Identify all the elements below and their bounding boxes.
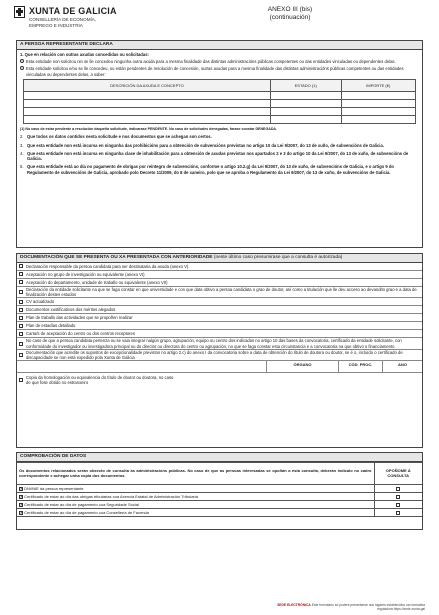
checkbox[interactable] xyxy=(19,342,23,346)
list-item[interactable]: CV actualizado xyxy=(17,298,422,306)
list-item[interactable]: Documentos xustificativos dos méritos alegados xyxy=(17,306,422,314)
documentation-section xyxy=(16,253,423,448)
table-row[interactable] xyxy=(24,91,416,99)
table-row: ✕ Certificado de estar ao día das obrigas tributarias coa Axencia Estatal de Administración Tributaria xyxy=(17,492,422,500)
declaration-item: 2. Que todos os datos contidos nesta solicitude e nos documentos que se achegan son certos. xyxy=(20,134,212,140)
list-item[interactable]: Plan de traballo das actividades que se propoñen realizar xyxy=(17,314,422,322)
col-state: ESTADO (1) xyxy=(270,79,341,91)
list-item[interactable]: Copia da homologación ou equivalencia do título de doutor ou doutora, no caso de que fose obtido no estranxeiro xyxy=(17,373,422,387)
aids-table xyxy=(23,79,416,124)
checkbox[interactable] xyxy=(19,324,23,328)
oppose-checkbox[interactable] xyxy=(396,495,400,499)
col-proc-code: CÓD. PROC. xyxy=(338,361,382,372)
checkbox[interactable] xyxy=(19,316,23,320)
declaration-item: 3. Que esta entidade non está incursa en ningunha das prohibicións para a obtención de subvencións previstas no artigo 10 da Lei 9/2007, do 13 de xuño, de subvencións de Galicia. xyxy=(20,142,384,148)
checkbox[interactable] xyxy=(19,332,23,336)
list-item[interactable]: Declaración da entidade solicitante na que se faga constar en que universidade e con que data obtivo a persoa candidata o grao de doutor, así como a titulación que lle deu acceso ao devandito grao e a data de finalización destes estudos xyxy=(17,287,422,299)
list-item[interactable]: Carta/s de aceptación do centro ou dos centros receptores xyxy=(17,330,422,338)
list-item[interactable]: Aceptación no grupo de investigación ou equivalente (anexo VI) xyxy=(17,271,422,279)
checkbox[interactable] xyxy=(19,353,23,357)
marked-checkbox[interactable]: ✕ xyxy=(20,502,24,507)
data-check-section xyxy=(16,452,423,530)
declaration-section xyxy=(16,40,423,248)
document-list xyxy=(17,263,422,362)
col-organ: ÓRGANO xyxy=(266,361,338,372)
table-row: ✕ Certificado de estar ao día de pagamento coa Seguridade Social xyxy=(17,500,422,508)
col-year: ANO xyxy=(382,361,422,372)
annex-title: ANEXO III (bis) xyxy=(267,6,313,13)
marked-checkbox[interactable]: ✕ xyxy=(20,494,24,499)
col-description: DESCRICIÓN DA AXUDA E CONCEPTO xyxy=(24,79,271,91)
header xyxy=(14,6,425,40)
declaration-item: 5. Que esta entidade está ao día no pagamento de obrigas por reintegro de subvencións, conforme o artigo 10.2.g) da Lei 9/2007, do 13 de xuño, de subvencións de Galicia, e o artigo 9 do Regulamento de subvencións de Galicia, aprobado polo Decreto 11/2009, do 8 de xaneiro, polo que se aproba o Regulamento da Lei 9/2007, do 13 de xuño, de subvencións de Galicia. xyxy=(20,164,394,175)
list-item[interactable]: Plan de estadías detallado xyxy=(17,322,422,330)
footer: SEDE ELECTRÓNICA Este formulario só poderá presentarse nos lugares establecidos na normativa reguladora https://sede.xunta.gal xyxy=(277,603,425,612)
declaration-items xyxy=(17,134,422,175)
list-item[interactable]: Declaración responsable da persoa candidata para ser destinataria da axuda (anexo V) xyxy=(17,263,422,271)
table-row[interactable] xyxy=(24,115,416,123)
table-note: (1) No caso de estar pendente a resolución daqueña solicitude, indicarase PENDENTE. No caso de solicitudes denegadas, farase constar DENEGADA. xyxy=(20,126,278,131)
checkbox[interactable] xyxy=(19,308,23,312)
marked-checkbox[interactable]: ✕ xyxy=(20,486,24,491)
list-item[interactable]: Documentación que acredite os supostos de excepcionalidade previstos no artigo 2.c) do anexo I da convocatoria sobre a data de obtención do título de doutora ou doutor, se é o, incluído o certificado de discapacidade se non está expedido pola Xunta de Galicia xyxy=(17,350,422,362)
data-check-intro: Os documentos relacionados serán obxecto de consulta ás administracións públicas. No caso de que as persoas interesadas se opoñan a esta consulta, deberán indicalo no cadro correspondente e achegar unha copia dos documentos. xyxy=(17,462,374,484)
oppose-checkbox[interactable] xyxy=(396,511,400,515)
annex-subtitle: (continuación) xyxy=(269,14,311,21)
data-check-table xyxy=(17,462,422,517)
table-row: ✕ DNI/NIE da persoa representante xyxy=(17,484,422,492)
list-item[interactable]: Aceptación do departamento, unidade de traballo ou equivalente (anexo VII) xyxy=(17,279,422,287)
checkbox[interactable] xyxy=(19,280,23,284)
radio-button[interactable] xyxy=(20,66,24,70)
section-title: DOCUMENTACIÓN QUE SE PRESENTA OU XA PRESENTADA CON ANTERIORIDADE (neste último caso presumirase que a consulta é autorizada) xyxy=(17,254,422,263)
department-line-1: CONSELLERÍA DE ECONOMÍA, xyxy=(29,17,97,22)
radio-button[interactable] xyxy=(20,59,24,63)
brand-name: XUNTA DE GALICIA xyxy=(29,6,117,16)
organ-header xyxy=(17,361,422,373)
department-line-2: EMPREGO E INDUSTRIA xyxy=(29,23,83,28)
option-no-other-aid[interactable]: Esta entidade non solicitou nin se lle concedeu ningunha outra axuda para a mesma finalidade das distintas administracións públicas competentes ou das entidades vinculadas ou dependentes delas. xyxy=(17,59,422,64)
xunta-logo-icon xyxy=(14,6,25,18)
checkbox[interactable] xyxy=(19,272,23,276)
col-amount: IMPORTE (€) xyxy=(341,79,416,91)
table-row[interactable] xyxy=(24,107,416,115)
checkbox[interactable] xyxy=(19,290,23,294)
section-title: A PERSOA REPRESENTANTE DECLARA xyxy=(17,41,422,50)
checkbox[interactable] xyxy=(19,378,23,382)
declaration-intro: 1. Que en relación con outras axudas concedidas ou solicitadas: xyxy=(20,51,149,57)
col-oppose: OPOÑOME Á CONSULTA xyxy=(374,462,422,484)
table-row: ✕ Certificado de estar ao día de pagamento coa Consellería de Facenda xyxy=(17,508,422,516)
declaration-item: 4. Que esta entidade non está incursa en ningunha clase de inhabilitación para a obtención de axudas previstas nos apartados 2 e 3 do artigo 10 da Lei 9/2007, do 13 de xuño, de subvencións de Galicia. xyxy=(20,150,409,162)
checkbox[interactable] xyxy=(19,264,23,268)
oppose-checkbox[interactable] xyxy=(396,487,400,491)
option-other-aid[interactable]: Esta entidade solicitou e/ou se lle concedeu, ou están pendentes de resolución de concesión, outras axudas para a mesma finalidade das distintas administracións públicas competentes ou das entidades vinculadas ou dependentes delas, a saber: xyxy=(17,66,422,77)
section-title: COMPROBACIÓN DE DATOS xyxy=(17,453,422,462)
marked-checkbox[interactable]: ✕ xyxy=(20,510,24,515)
oppose-checkbox[interactable] xyxy=(396,503,400,507)
list-item[interactable]: No caso de que a persoa candidata pertenza ou se vaia integrar nalgún grupo, agrupación, equipo ou centro dos indicados no artigo 10 das bases da convocatoria, certificado da entidade solicitante, con conformidade do investigador ou investigadora principal ou do director ou directora do centro ou agrupación, no que se faga constar esta circunstancia e a convocatoria na que obtivo o financiamento xyxy=(17,338,422,350)
checkbox[interactable] xyxy=(19,300,23,304)
table-row[interactable] xyxy=(24,99,416,107)
